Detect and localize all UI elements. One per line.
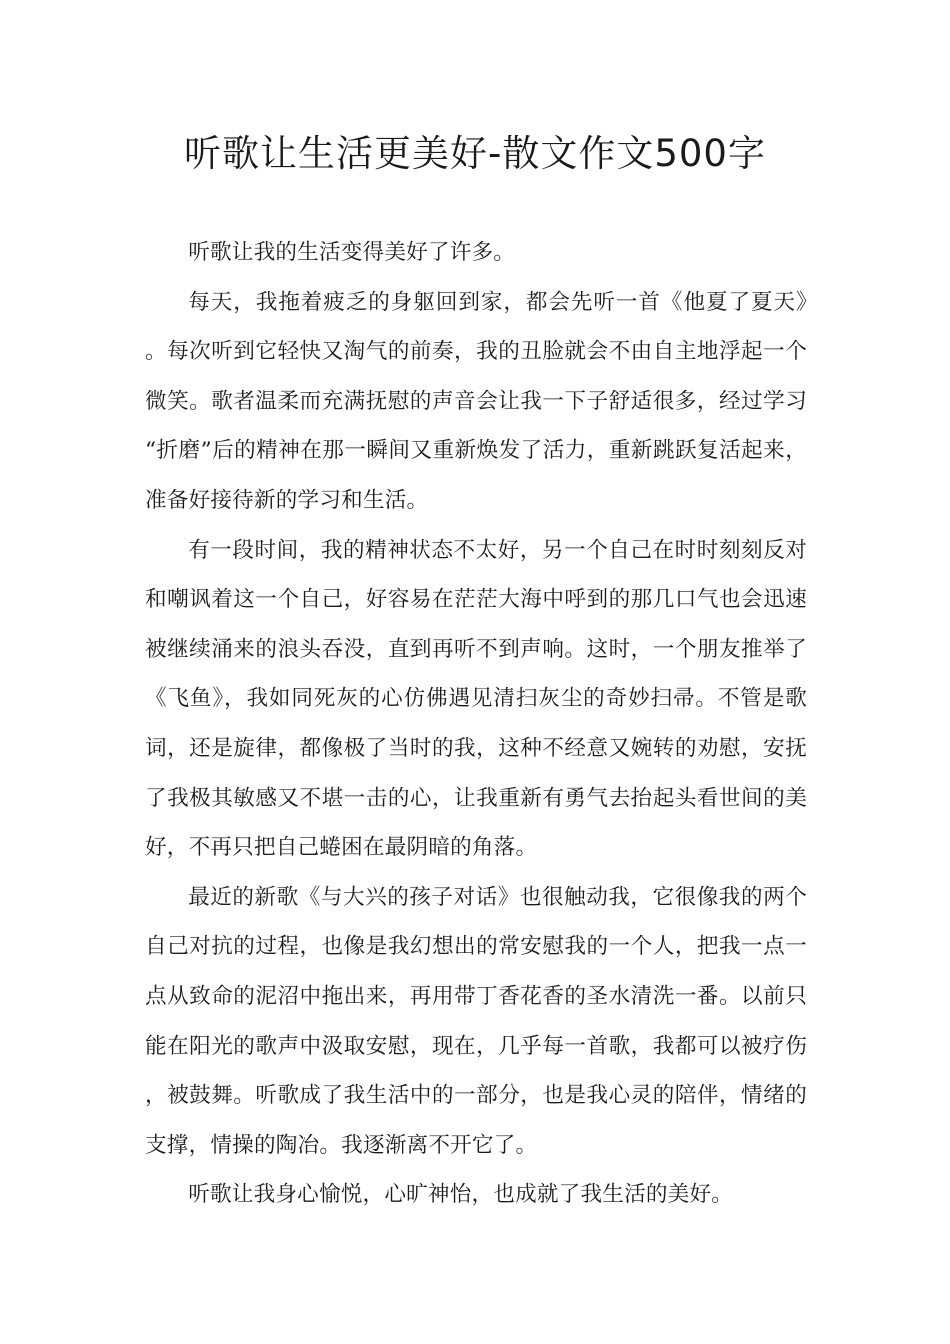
paragraph-1: 听歌让我的生活变得美好了许多。 bbox=[188, 240, 516, 265]
paragraph-5: 听歌让我身心愉悦，心旷神怡，也成就了我生活的美好。 bbox=[188, 1182, 734, 1208]
paragraph-2: 每天，我拖着疲乏的身躯回到家，都会先听一首《他夏了夏天》。每次听到它轻快又淘气的前奏，我的丑脸就会不由自主地浮起一个微笑。歌者温柔而充满抚慰的声音会让我一下子舒适很多，经过学习“折磨”后的精神在那一瞬间又重新焕发了活力，重新跳跃复活起来，准备好接待新的学习和生活。 bbox=[145, 289, 807, 513]
page-title: 听歌让生活更美好-散文作文500字 bbox=[184, 132, 766, 175]
essay-body bbox=[145, 228, 807, 1220]
paragraph-4: 最近的新歌《与大兴的孩子对话》也很触动我，它很像我的两个自己对抗的过程，也像是我幻想出的常安慰我的一个人，把我一点一点从致命的泥沼中拖出来，再用带丁香花香的圣水清洗一番。以前只能在阳光的歌声中汲取安慰，现在，几乎每一首歌，我都可以被疗伤，被鼓舞。听歌成了我生活中的一部分，也是我心灵的陪伴，情绪的支撑，情操的陶冶。我逐渐离不开它了。 bbox=[145, 884, 807, 1158]
paragraph-3: 有一段时间，我的精神状态不太好，另一个自己在时时刻刻反对和嘲讽着这一个自己，好容易在茫茫大海中呼到的那几口气也会迅速被继续涌来的浪头吞没，直到再听不到声响。这时，一个朋友推举了《飞鱼》，我如同死灰的心仿佛遇见清扫灰尘的奇妙扫帚。不管是歌词，还是旋律，都像极了当时的我，这种不经意又婉转的劝慰，安抚了我极其敏感又不堪一击的心，让我重新有勇气去抬起头看世间的美好，不再只把自己蜷困在最阴暗的角落。 bbox=[145, 537, 807, 861]
